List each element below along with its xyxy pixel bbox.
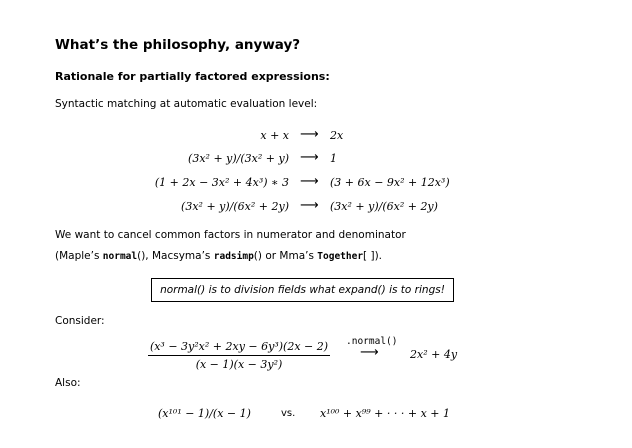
also-rhs: x¹⁰⁰ + x⁹⁹ + · · · + x + 1 xyxy=(320,407,450,420)
cancel-text-part: (), Macsyma’s xyxy=(137,250,214,262)
equation-row xyxy=(0,152,632,168)
versus-label: vs. xyxy=(281,408,296,419)
section-subtitle: Rationale for partially factored expressions: xyxy=(55,70,330,83)
arrow-icon: ⟶ xyxy=(360,345,379,360)
also-lhs: (x¹⁰¹ − 1)/(x − 1) xyxy=(158,407,251,420)
arrow-icon: ⟶ xyxy=(300,174,319,189)
equation-row xyxy=(0,200,632,216)
equation-lhs: (3x² + y)/(6x² + 2y) xyxy=(181,200,289,213)
cancel-text-part: (Maple’s xyxy=(55,250,103,262)
equation-rhs: (3x² + y)/(6x² + 2y) xyxy=(330,200,438,213)
cancel-text-line1: We want to cancel common factors in numerator and denominator xyxy=(55,229,406,241)
normal-operator-label: .normal() xyxy=(346,336,398,347)
page-title: What’s the philosophy, anyway? xyxy=(55,37,301,53)
equation-row xyxy=(0,129,632,145)
intro-text: Syntactic matching at automatic evaluation level: xyxy=(55,98,318,110)
cancel-text-part: () or Mma’s xyxy=(253,250,318,262)
consider-fraction xyxy=(148,340,330,371)
arrow-icon: ⟶ xyxy=(300,198,319,213)
fraction-numerator: (x³ − 3y²x² + 2xy − 6y³)(2x − 2) xyxy=(149,340,329,353)
arrow-icon: ⟶ xyxy=(300,127,319,142)
arrow-icon: ⟶ xyxy=(300,150,319,165)
macsyma-command: radsimp xyxy=(213,251,254,262)
equation-rhs: 1 xyxy=(330,152,337,165)
consider-label: Consider: xyxy=(55,315,105,327)
boxed-statement: normal() is to division fields what expand() is to rings! xyxy=(151,278,454,302)
equation-row xyxy=(0,176,632,192)
equation-rhs: (3 + 6x − 9x² + 12x³) xyxy=(330,176,450,189)
equation-lhs: (3x² + y)/(3x² + y) xyxy=(188,152,289,165)
maple-command: normal xyxy=(102,251,138,262)
normal-result: 2x² + 4y xyxy=(410,348,458,361)
cancel-text-line2 xyxy=(55,250,382,262)
fraction-denominator: (x − 1)(x − 3y²) xyxy=(195,358,283,371)
cancel-text-part: [ ]). xyxy=(363,250,383,262)
equation-rhs: 2x xyxy=(330,129,344,142)
also-label: Also: xyxy=(55,377,81,389)
mma-command: Together xyxy=(317,251,364,262)
equation-lhs: (1 + 2x − 3x² + 4x³) ∗ 3 xyxy=(154,176,289,189)
fraction-bar xyxy=(148,355,330,356)
equation-lhs: x + x xyxy=(260,129,289,142)
